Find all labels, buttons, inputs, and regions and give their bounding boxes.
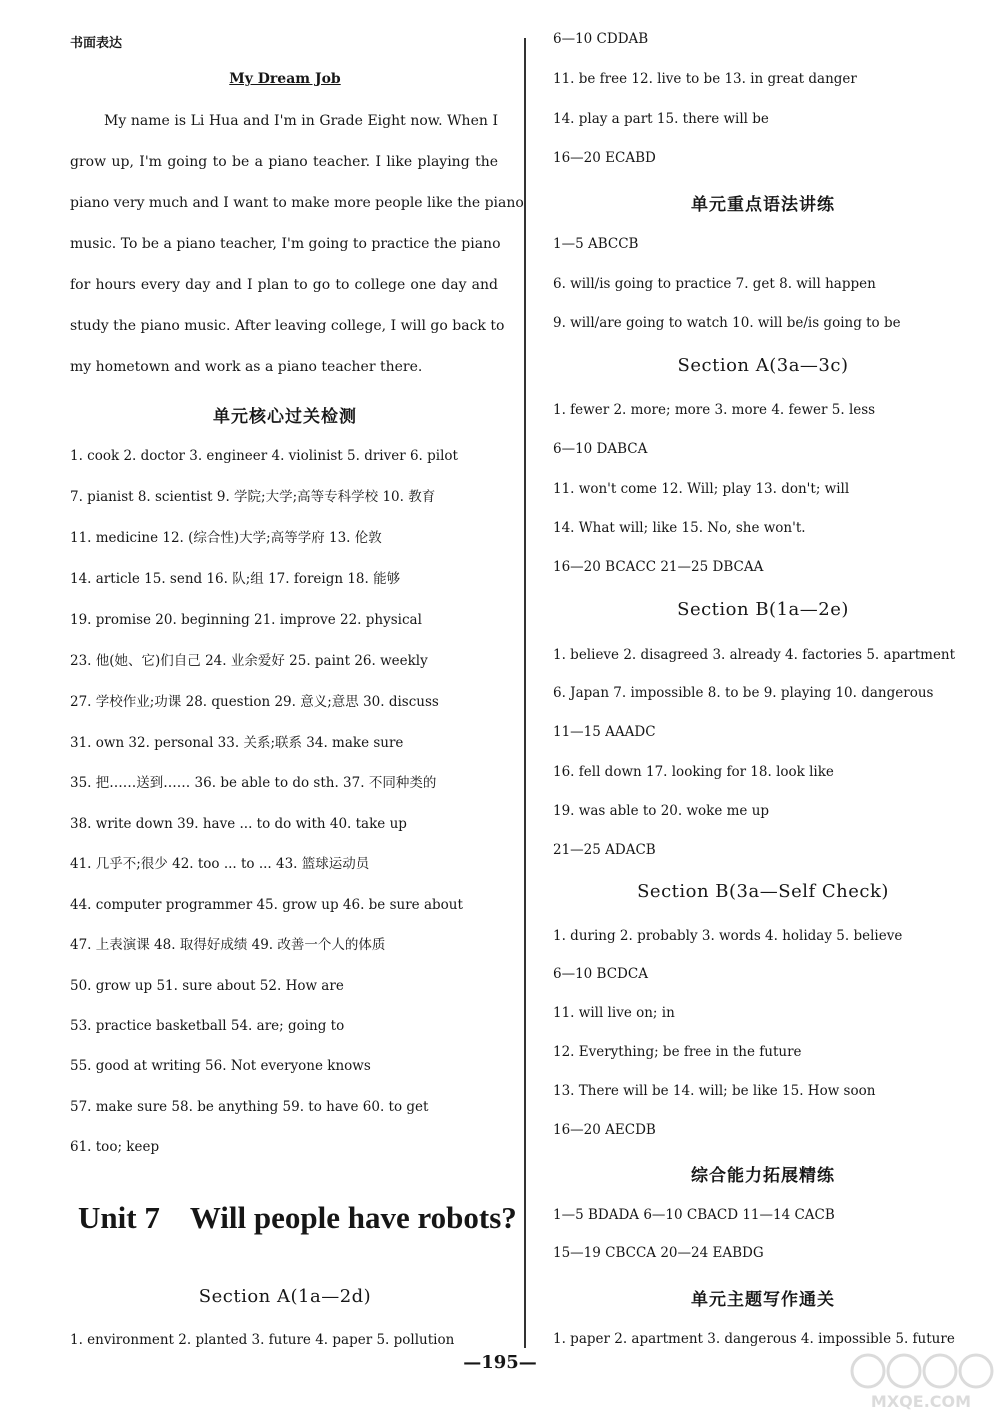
answer-line: 55. good at writing 56. Not everyone knows bbox=[70, 1058, 371, 1074]
answer-line: 19. was able to 20. woke me up bbox=[553, 803, 770, 819]
answer-line: 57. make sure 58. be anything 59. to have 60. to get bbox=[70, 1099, 429, 1115]
answer-line: 19. promise 20. beginning 21. improve 22. physical bbox=[70, 612, 422, 628]
answer-line: 6—10 DABCA bbox=[553, 441, 648, 457]
answer-line: 1. cook 2. doctor 3. engineer 4. violinist 5. driver 6. pilot bbox=[70, 448, 458, 464]
unit-title bbox=[78, 1200, 517, 1236]
section-a3-heading: Section A(3a—3c) bbox=[677, 355, 849, 376]
answer-line: 50. grow up 51. sure about 52. How are bbox=[70, 978, 344, 994]
answer-line: 16—20 ECABD bbox=[553, 150, 656, 166]
answer-line: 14. What will; like 15. No, she won't. bbox=[553, 520, 806, 536]
answer-line: 47. 上表演课 48. 取得好成绩 49. 改善一个人的体质 bbox=[70, 937, 386, 953]
essay-line: music. To be a piano teacher, I'm going to practice the piano bbox=[70, 236, 501, 252]
section-b3-heading: Section B(3a—Self Check) bbox=[637, 881, 889, 902]
page-number: —195— bbox=[463, 1352, 537, 1373]
answer-line: 27. 学校作业;功课 28. question 29. 意义;意思 30. discuss bbox=[70, 694, 439, 710]
answer-line: 53. practice basketball 54. are; going to bbox=[70, 1018, 345, 1034]
answer-line: 21—25 ADACB bbox=[553, 842, 656, 858]
answer-line: 6—10 BCDCA bbox=[553, 966, 648, 982]
answer-line: 9. will/are going to watch 10. will be/is going to be bbox=[553, 315, 901, 331]
answer-line: 44. computer programmer 45. grow up 46. be sure about bbox=[70, 897, 463, 913]
unit-name: Will people have robots? bbox=[189, 1200, 517, 1235]
answer-line: 23. 他(她、它)们自己 24. 业余爱好 25. paint 26. weekly bbox=[70, 653, 428, 669]
watermark-text: MXQE.COM bbox=[870, 1392, 972, 1411]
answer-line: 11. medicine 12. (综合性)大学;高等学府 13. 伦敦 bbox=[70, 530, 382, 546]
answer-line: 1. fewer 2. more; more 3. more 4. fewer 5. less bbox=[553, 402, 876, 418]
answer-line: 13. There will be 14. will; be like 15. How soon bbox=[553, 1083, 876, 1099]
answer-line: 1. believe 2. disagreed 3. already 4. factories 5. apartment bbox=[553, 647, 956, 663]
check-heading: 单元核心过关检测 bbox=[213, 407, 357, 427]
watermark-logo bbox=[846, 1349, 996, 1411]
answer-line: 14. play a part 15. there will be bbox=[553, 111, 769, 127]
essay-line: my hometown and work as a piano teacher there. bbox=[70, 359, 423, 375]
answer-line: 35. 把……送到…… 36. be able to do sth. 37. 不同种类的 bbox=[70, 775, 437, 791]
essay-line: My name is Li Hua and I'm in Grade Eight now. When I bbox=[104, 113, 498, 129]
answer-line: 16. fell down 17. looking for 18. look like bbox=[553, 764, 834, 780]
answer-line: 1—5 BDADA 6—10 CBACD 11—14 CACB bbox=[553, 1207, 835, 1223]
answer-line: 61. too; keep bbox=[70, 1139, 160, 1155]
answer-line: 1. paper 2. apartment 3. dangerous 4. impossible 5. future bbox=[553, 1331, 955, 1347]
answer-line: 14. article 15. send 16. 队;组 17. foreign 18. 能够 bbox=[70, 571, 401, 587]
essay-line: study the piano music. After leaving college, I will go back to bbox=[70, 318, 505, 334]
essay-title: My Dream Job bbox=[229, 71, 341, 87]
answer-line: 16—20 BCACC 21—25 DBCAA bbox=[553, 559, 764, 575]
answer-line: 1. environment 2. planted 3. future 4. paper 5. pollution bbox=[70, 1332, 455, 1348]
answer-line: 1. during 2. probably 3. words 4. holiday 5. believe bbox=[553, 928, 903, 944]
answer-line: 11—15 AAADC bbox=[553, 724, 656, 740]
answer-line: 12. Everything; be free in the future bbox=[553, 1044, 802, 1060]
section-b1-heading: Section B(1a—2e) bbox=[677, 599, 849, 620]
answer-line: 6—10 CDDAB bbox=[553, 31, 649, 47]
answer-line: 6. will/is going to practice 7. get 8. will happen bbox=[553, 276, 876, 292]
answer-line: 11. won't come 12. Will; play 13. don't; will bbox=[553, 481, 850, 497]
unit-number: Unit 7 bbox=[78, 1200, 160, 1235]
essay-line: grow up, I'm going to be a piano teacher. I like playing the bbox=[70, 154, 498, 170]
essay-line: for hours every day and I plan to go to college one day and bbox=[70, 277, 498, 293]
writing-heading: 单元主题写作通关 bbox=[691, 1290, 835, 1310]
answer-line: 6. Japan 7. impossible 8. to be 9. playing 10. dangerous bbox=[553, 685, 934, 701]
grammar-heading: 单元重点语法讲练 bbox=[691, 195, 835, 215]
answer-line: 15—19 CBCCA 20—24 EABDG bbox=[553, 1245, 764, 1261]
answer-line: 41. 几乎不;很少 42. too ... to ... 43. 篮球运动员 bbox=[70, 856, 370, 872]
ability-heading: 综合能力拓展精练 bbox=[691, 1166, 835, 1186]
section-a-heading: Section A(1a—2d) bbox=[198, 1286, 372, 1307]
answer-line: 16—20 AECDB bbox=[553, 1122, 656, 1138]
column-divider bbox=[524, 38, 526, 1348]
answer-line: 11. be free 12. live to be 13. in great danger bbox=[553, 71, 857, 87]
answer-line: 38. write down 39. have ... to do with 40. take up bbox=[70, 816, 407, 832]
answer-line: 11. will live on; in bbox=[553, 1005, 675, 1021]
answer-line: 1—5 ABCCB bbox=[553, 236, 639, 252]
essay-line: piano very much and I want to make more people like the piano bbox=[70, 195, 524, 211]
answer-line: 31. own 32. personal 33. 关系;联系 34. make sure bbox=[70, 735, 404, 751]
section-tag: 书面表达 bbox=[70, 36, 123, 51]
answer-line: 7. pianist 8. scientist 9. 学院;大学;高等专科学校 10. 教育 bbox=[70, 489, 436, 505]
